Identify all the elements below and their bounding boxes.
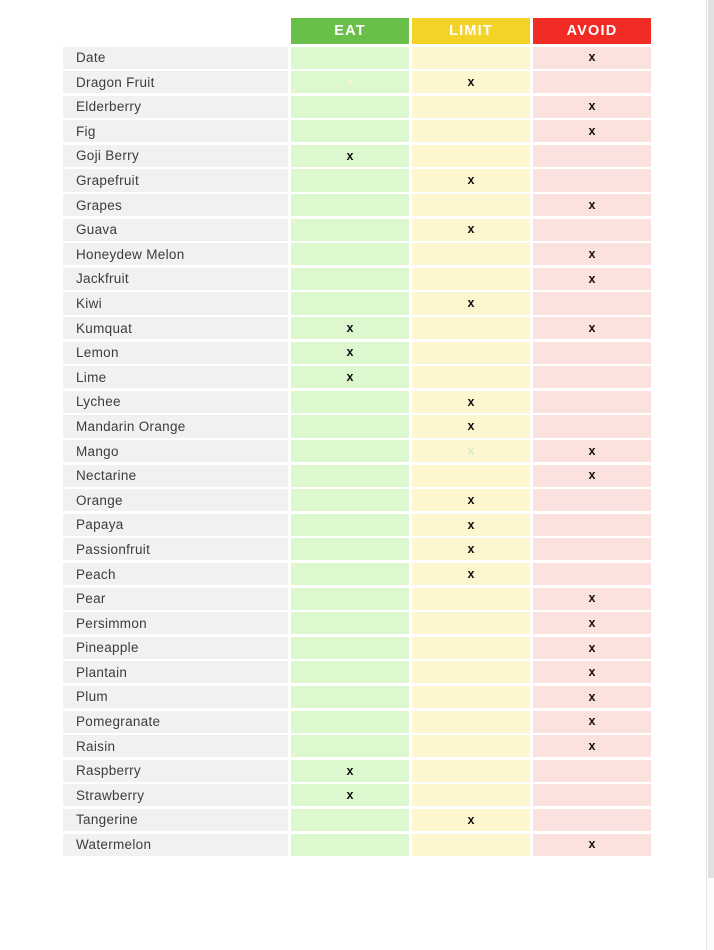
limit-cell: [412, 440, 530, 462]
avoid-cell: [533, 145, 651, 167]
fruit-name-cell: Jackfruit: [63, 268, 288, 290]
mark-x: x: [346, 345, 354, 360]
mark-x: x: [588, 468, 596, 483]
mark-x: x: [467, 812, 475, 827]
avoid-cell: [533, 415, 651, 437]
fruit-name-cell: Plum: [63, 686, 288, 708]
eat-cell: [291, 784, 409, 806]
eat-cell: [291, 194, 409, 216]
eat-cell: [291, 588, 409, 610]
eat-cell: [291, 735, 409, 757]
eat-cell: [291, 243, 409, 265]
fruit-name-cell: Grapes: [63, 194, 288, 216]
avoid-cell: [533, 809, 651, 831]
fruit-name-cell: Grapefruit: [63, 169, 288, 191]
limit-cell: [412, 612, 530, 634]
avoid-cell: [533, 489, 651, 511]
limit-cell: [412, 243, 530, 265]
limit-cell: [412, 661, 530, 683]
eat-cell: [291, 120, 409, 142]
mark-x: x: [588, 320, 596, 335]
fruit-name-cell: Goji Berry: [63, 145, 288, 167]
fruit-name-cell: Fig: [63, 120, 288, 142]
mark-x: x: [467, 74, 475, 89]
eat-cell: [291, 661, 409, 683]
fruit-name-cell: Lychee: [63, 391, 288, 413]
fruit-name-cell: Watermelon: [63, 834, 288, 856]
avoid-cell: [533, 391, 651, 413]
eat-cell: [291, 342, 409, 364]
avoid-cell: [533, 661, 651, 683]
limit-cell: [412, 47, 530, 69]
avoid-cell: [533, 96, 651, 118]
avoid-cell: [533, 784, 651, 806]
mark-x: x: [346, 763, 354, 778]
mark-x: x: [467, 222, 475, 237]
avoid-cell: [533, 268, 651, 290]
limit-cell: [412, 145, 530, 167]
mark-x: x: [467, 296, 475, 311]
limit-cell: [412, 538, 530, 560]
avoid-cell: [533, 243, 651, 265]
fruit-name-cell: Raspberry: [63, 760, 288, 782]
avoid-cell: [533, 834, 651, 856]
mark-x: x: [588, 443, 596, 458]
mark-x: x: [467, 173, 475, 188]
fruit-name-cell: Raisin: [63, 735, 288, 757]
fruit-name-cell: Peach: [63, 563, 288, 585]
mark-x: x: [588, 99, 596, 114]
mark-x: x: [588, 247, 596, 262]
mark-x: x: [467, 394, 475, 409]
avoid-cell: [533, 538, 651, 560]
eat-cell: [291, 366, 409, 388]
limit-cell: [412, 120, 530, 142]
eat-cell: [291, 686, 409, 708]
avoid-cell: [533, 47, 651, 69]
eat-cell: [291, 317, 409, 339]
fruit-name-cell: Tangerine: [63, 809, 288, 831]
avoid-cell: [533, 317, 651, 339]
eat-cell: [291, 612, 409, 634]
avoid-cell: [533, 219, 651, 241]
scrollbar-thumb[interactable]: [708, 0, 714, 878]
limit-cell: [412, 342, 530, 364]
mark-x: x: [588, 689, 596, 704]
eat-cell: [291, 637, 409, 659]
limit-cell: [412, 784, 530, 806]
avoid-cell: [533, 465, 651, 487]
mark-x: x: [346, 788, 354, 803]
limit-cell: [412, 194, 530, 216]
limit-cell: [412, 686, 530, 708]
limit-cell: [412, 760, 530, 782]
mark-x: x: [588, 714, 596, 729]
column-header-avoid: AVOID: [533, 18, 651, 44]
fruit-name-cell: Nectarine: [63, 465, 288, 487]
limit-cell: [412, 219, 530, 241]
avoid-cell: [533, 342, 651, 364]
mark-x: x: [588, 124, 596, 139]
fruit-name-cell: Mango: [63, 440, 288, 462]
mark-x: x: [346, 370, 354, 385]
mark-x: x: [588, 665, 596, 680]
limit-cell: [412, 415, 530, 437]
avoid-cell: [533, 366, 651, 388]
avoid-cell: [533, 686, 651, 708]
mark-x: x: [588, 640, 596, 655]
mark-x: x: [346, 74, 354, 89]
eat-cell: [291, 514, 409, 536]
mark-x: x: [346, 148, 354, 163]
mark-x: x: [467, 443, 475, 458]
avoid-cell: [533, 169, 651, 191]
eat-cell: [291, 169, 409, 191]
eat-cell: [291, 563, 409, 585]
eat-cell: [291, 96, 409, 118]
eat-cell: [291, 489, 409, 511]
fruit-table: [63, 18, 651, 856]
fruit-name-cell: Date: [63, 47, 288, 69]
eat-cell: [291, 415, 409, 437]
mark-x: x: [588, 591, 596, 606]
column-header-limit: LIMIT: [412, 18, 530, 44]
avoid-cell: [533, 563, 651, 585]
fruit-name-cell: Plantain: [63, 661, 288, 683]
avoid-cell: [533, 735, 651, 757]
avoid-cell: [533, 194, 651, 216]
avoid-cell: [533, 120, 651, 142]
limit-cell: [412, 169, 530, 191]
limit-cell: [412, 514, 530, 536]
fruit-name-cell: Elderberry: [63, 96, 288, 118]
eat-cell: [291, 71, 409, 93]
eat-cell: [291, 834, 409, 856]
eat-cell: [291, 292, 409, 314]
mark-x: x: [467, 492, 475, 507]
limit-cell: [412, 711, 530, 733]
mark-x: x: [588, 271, 596, 286]
mark-x: x: [346, 320, 354, 335]
fruit-name-cell: Mandarin Orange: [63, 415, 288, 437]
limit-cell: [412, 71, 530, 93]
avoid-cell: [533, 637, 651, 659]
eat-cell: [291, 268, 409, 290]
fruit-name-cell: Pear: [63, 588, 288, 610]
mark-x: x: [588, 50, 596, 65]
mark-x: x: [467, 542, 475, 557]
eat-cell: [291, 538, 409, 560]
fruit-name-cell: Pineapple: [63, 637, 288, 659]
scrollbar-track[interactable]: [706, 0, 714, 950]
eat-cell: [291, 145, 409, 167]
avoid-cell: [533, 711, 651, 733]
limit-cell: [412, 563, 530, 585]
fruit-name-cell: Strawberry: [63, 784, 288, 806]
fruit-name-cell: Persimmon: [63, 612, 288, 634]
fruit-name-cell: Lime: [63, 366, 288, 388]
avoid-cell: [533, 612, 651, 634]
mark-x: x: [467, 517, 475, 532]
limit-cell: [412, 588, 530, 610]
fruit-name-cell: Pomegranate: [63, 711, 288, 733]
limit-cell: [412, 465, 530, 487]
fruit-name-cell: Passionfruit: [63, 538, 288, 560]
limit-cell: [412, 637, 530, 659]
limit-cell: [412, 809, 530, 831]
avoid-cell: [533, 292, 651, 314]
avoid-cell: [533, 440, 651, 462]
mark-x: x: [588, 837, 596, 852]
eat-cell: [291, 465, 409, 487]
mark-x: x: [467, 419, 475, 434]
limit-cell: [412, 292, 530, 314]
avoid-cell: [533, 71, 651, 93]
eat-cell: [291, 440, 409, 462]
eat-cell: [291, 391, 409, 413]
fruit-name-cell: Orange: [63, 489, 288, 511]
limit-cell: [412, 391, 530, 413]
limit-cell: [412, 489, 530, 511]
table-corner-spacer: [63, 18, 288, 44]
fruit-name-cell: Kumquat: [63, 317, 288, 339]
limit-cell: [412, 366, 530, 388]
fruit-name-cell: Honeydew Melon: [63, 243, 288, 265]
mark-x: x: [467, 566, 475, 581]
mark-x: x: [588, 197, 596, 212]
limit-cell: [412, 268, 530, 290]
fruit-name-cell: Dragon Fruit: [63, 71, 288, 93]
eat-cell: [291, 760, 409, 782]
limit-cell: [412, 96, 530, 118]
avoid-cell: [533, 514, 651, 536]
fruit-name-cell: Lemon: [63, 342, 288, 364]
fruit-name-cell: Papaya: [63, 514, 288, 536]
limit-cell: [412, 317, 530, 339]
fruit-name-cell: Guava: [63, 219, 288, 241]
eat-cell: [291, 711, 409, 733]
mark-x: x: [588, 738, 596, 753]
mark-x: x: [588, 615, 596, 630]
limit-cell: [412, 735, 530, 757]
column-header-eat: EAT: [291, 18, 409, 44]
eat-cell: [291, 47, 409, 69]
avoid-cell: [533, 588, 651, 610]
fruit-name-cell: Kiwi: [63, 292, 288, 314]
eat-cell: [291, 219, 409, 241]
eat-cell: [291, 809, 409, 831]
limit-cell: [412, 834, 530, 856]
avoid-cell: [533, 760, 651, 782]
